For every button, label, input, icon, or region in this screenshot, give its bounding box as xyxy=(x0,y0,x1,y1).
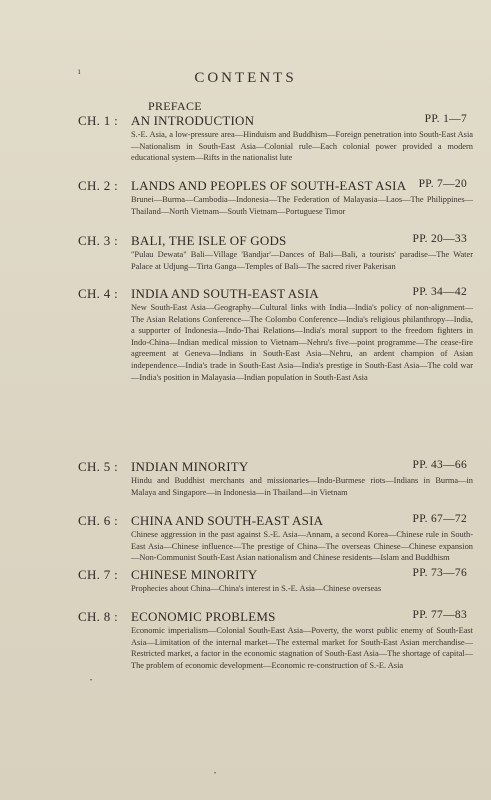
chapter-title: AN INTRODUCTION xyxy=(131,113,255,128)
chapter-pages: PP. 77—83 xyxy=(412,609,467,621)
chapter-title: INDIAN MINORITY xyxy=(131,459,249,474)
chapter-pages: PP. 7—20 xyxy=(418,178,467,190)
print-speck: • xyxy=(214,771,217,777)
chapter-number: CH. 6 : xyxy=(78,513,119,528)
chapter-summary: Economic imperialism—Colonial South-East Asia—Poverty, the worst public enemy of South-East Asia—Limitation of the internal market—The external market for South-East Asian merchandise—Restricted market, a factor in the economic stagnation of South-East Asia—The shortage of capital—The problem of economic development—Economic re-construction of S.-E. Asia xyxy=(131,626,473,670)
chapter-summary: Chinese aggression in the past against S.-E. Asia—Annam, a second Korea—Chinese rule in South-East Asia—Chinese influence—The prestige of China—The overseas Chinese—Chinese expansion—Non-Communist South-East Asian nationalism and Chinese residents—Islam and Buddhism xyxy=(131,530,473,563)
chapter-title: ECONOMIC PROBLEMS xyxy=(131,609,276,624)
chapter-title: CHINESE MINORITY xyxy=(131,567,258,582)
chapter-pages: PP. 1—7 xyxy=(424,113,467,125)
print-speck: • xyxy=(90,678,93,684)
chapter-summary: "Pulau Dewata" Bali—Village 'Bandjar'—Dances of Bali—Bali, a tourists' paradise—The Water Palace at Udjung—Tirta Ganga—Temples of Bali—The sacred river Pakerisan xyxy=(131,250,473,271)
contents-heading: CONTENTS xyxy=(194,70,297,86)
chapter-number: CH. 4 : xyxy=(78,286,119,301)
chapter-pages: PP. 34—42 xyxy=(412,286,467,298)
chapter-pages: PP. 73—76 xyxy=(412,567,467,579)
chapter-title: BALI, THE ISLE OF GODS xyxy=(131,233,287,248)
chapter-number: CH. 2 : xyxy=(78,178,119,193)
chapter-title: CHINA AND SOUTH-EAST ASIA xyxy=(131,513,324,528)
preface-entry: PREFACE xyxy=(148,99,202,113)
chapter-number: CH. 8 : xyxy=(78,609,119,624)
chapter-pages: PP. 20—33 xyxy=(412,233,467,245)
chapter-number: CH. 7 : xyxy=(78,567,119,582)
chapter-number: CH. 5 : xyxy=(78,459,119,474)
chapter-summary: Brunei—Burma—Cambodia—Indonesia—The Federation of Malayasia—Laos—The Philippines—Thailand—North Vietnam—South Vietnam—Portuguese Timor xyxy=(131,195,473,216)
chapter-title: INDIA AND SOUTH-EAST ASIA xyxy=(131,286,319,301)
print-speck: ı xyxy=(78,66,81,76)
chapter-summary: Prophecies about China—China's interest in S.-E. Asia—Chinese overseas xyxy=(131,584,382,593)
chapter-pages: PP. 43—66 xyxy=(412,459,467,471)
chapter-summary: S.-E. Asia, a low-pressure area—Hinduism and Buddhism—Foreign penetration into South-East Asia—Nationalism in South-East Asia—Colonial rule—Each colonial power provided a modern educational system—Rifts in the nationalist lute xyxy=(131,130,473,163)
chapter-summary: Hindu and Buddhist merchants and missionaries—Indo-Burmese riots—Indians in Burma—in Malaya and Singapore—in Indonesia—in Thailand—in Vietnam xyxy=(131,476,473,497)
chapter-number: CH. 3 : xyxy=(78,233,119,248)
chapter-title: LANDS AND PEOPLES OF SOUTH-EAST ASIA xyxy=(131,178,407,193)
chapter-number: CH. 1 : xyxy=(78,113,119,128)
chapter-pages: PP. 67—72 xyxy=(412,513,467,525)
chapter-summary: New South-East Asia—Geography—Cultural links with India—India's policy of non-alignment—The Asian Relations Conference—The Colombo Conference—India's religious philanthropy—India, a supporter of Indonesia—Indo-Thai Relations—India's moral support to the freedom fighters in Indo-China—Indian medical mission to Vietnam—Nehru's five—point programme—The cease-fire agreement at Geneva—Indians in South-East Asia—Nehru, an ardent champion of Asian independence—India's trade in South-East Asia—India's prestige in South-East Asia—The cold war—India's position in Malayasia—Indian population in South-East Asia xyxy=(131,303,473,382)
